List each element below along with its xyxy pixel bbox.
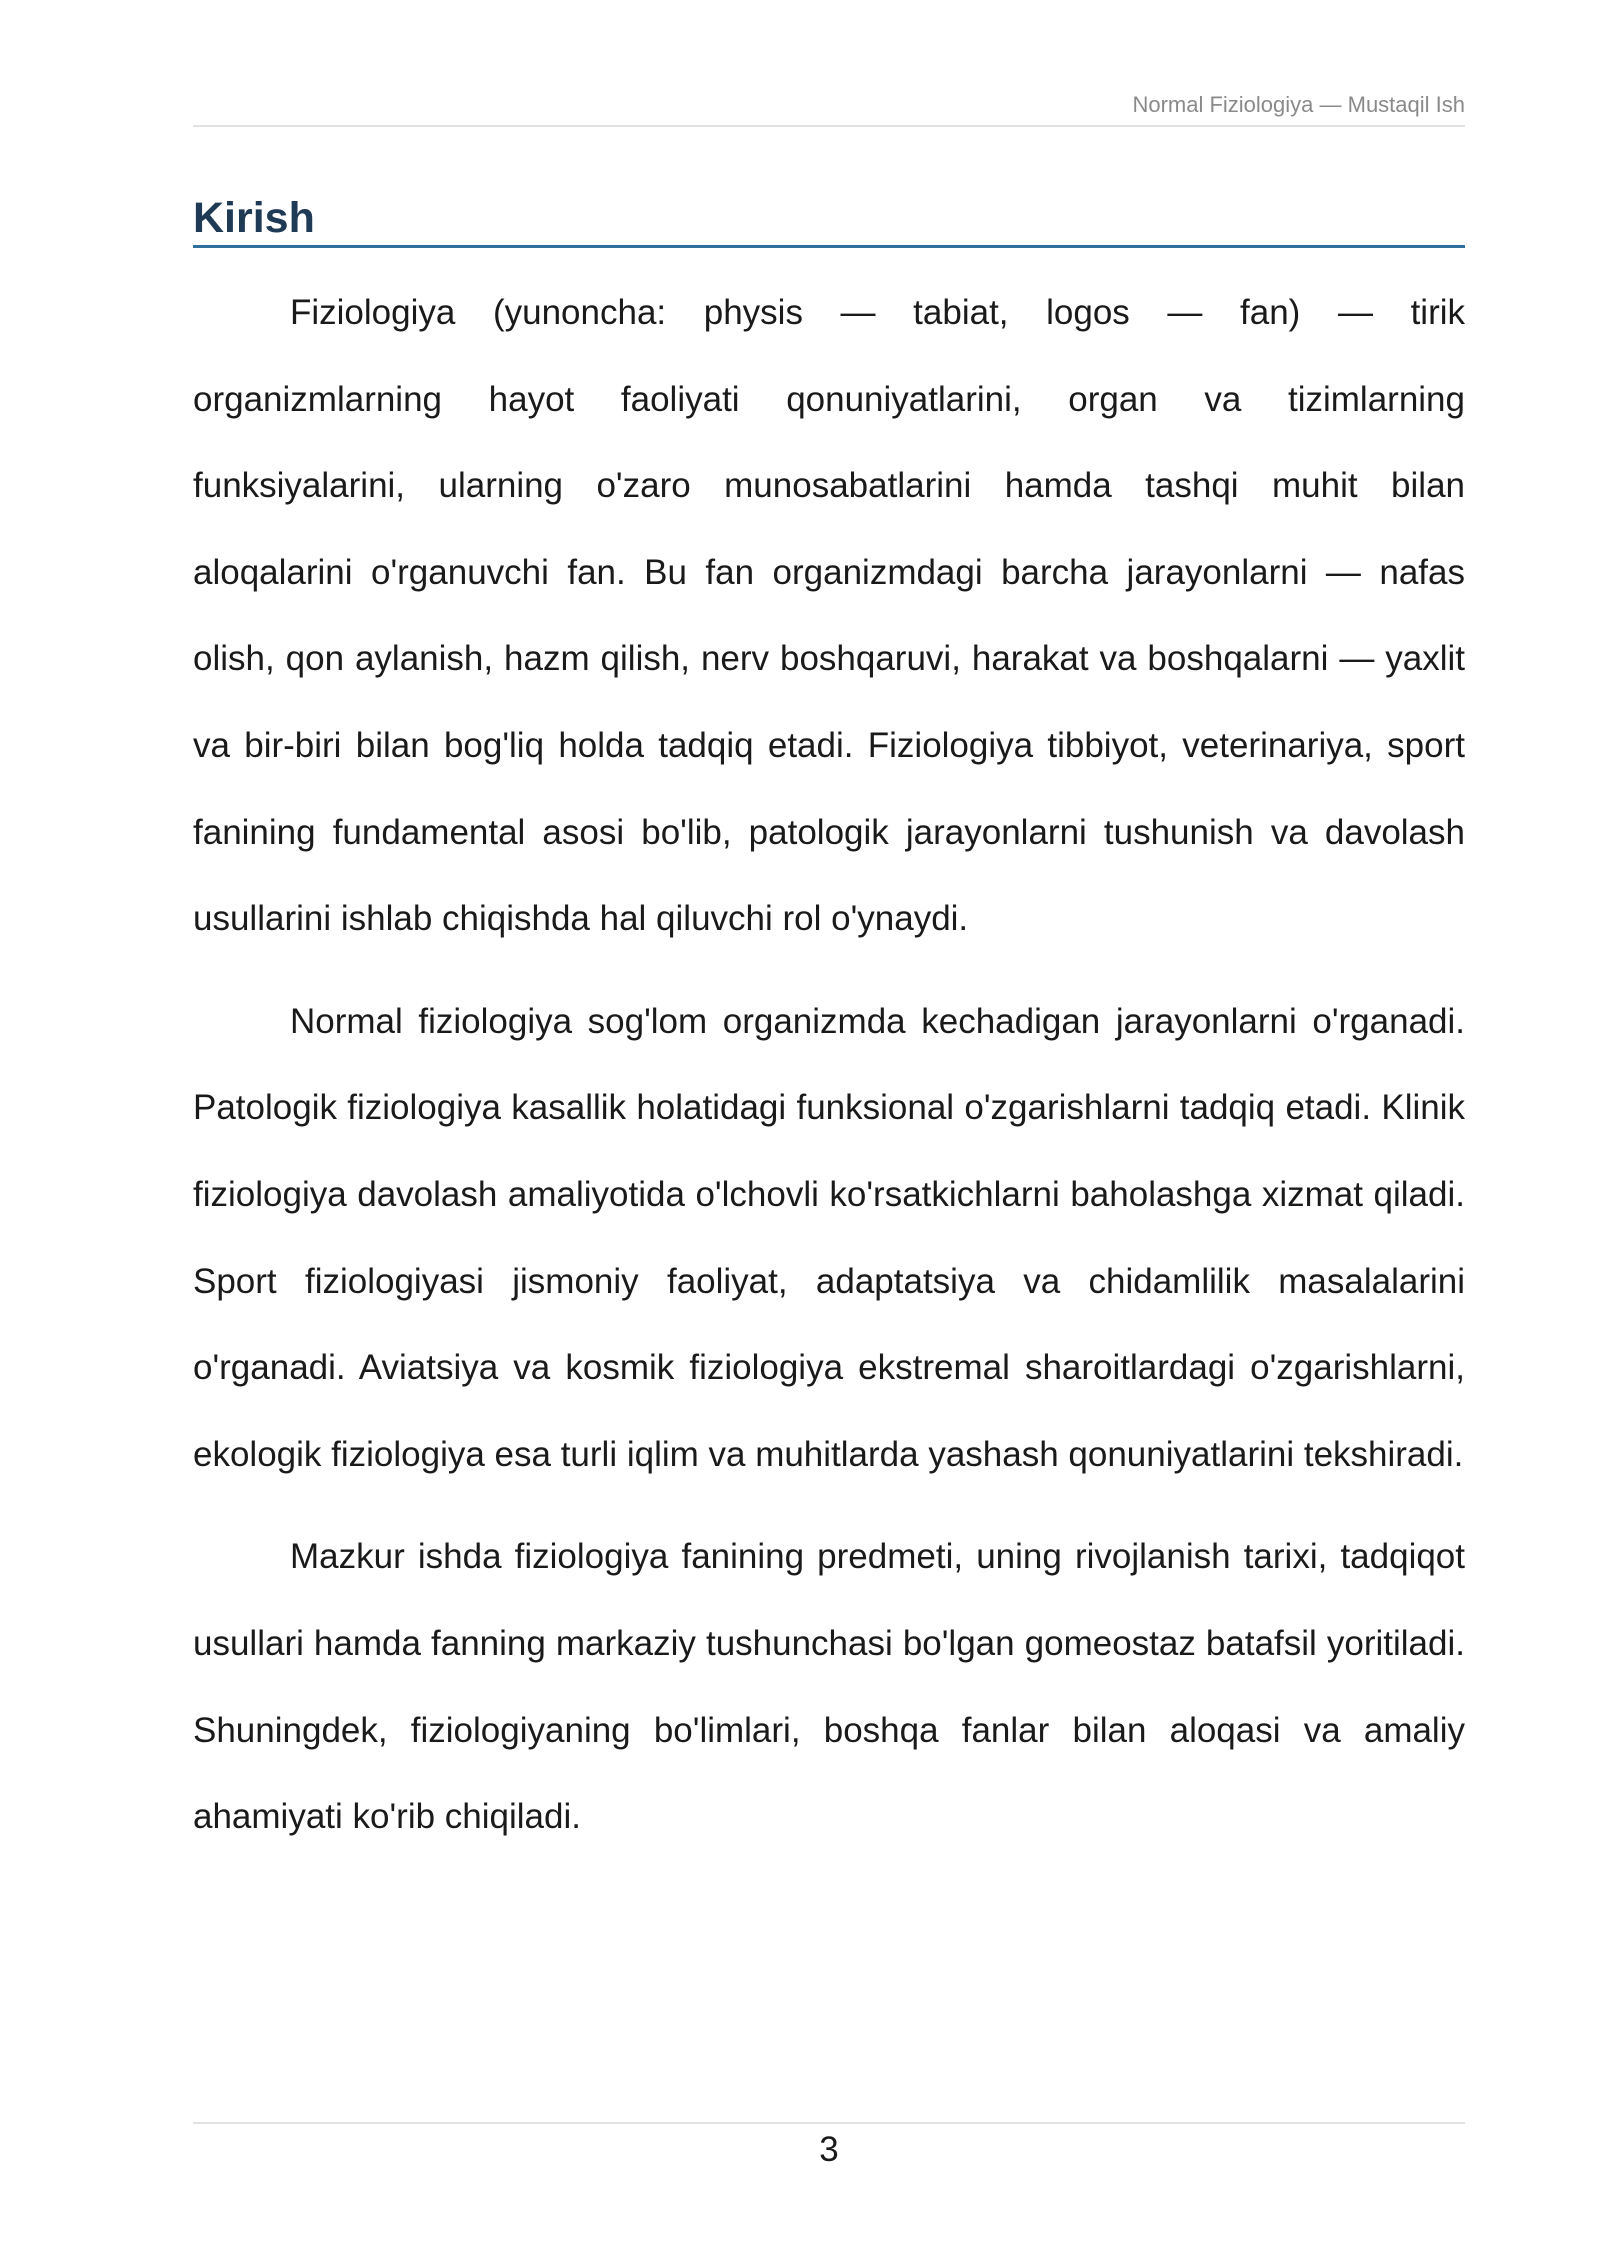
page-number: 3: [819, 2130, 839, 2169]
section-title: Kirish: [193, 194, 315, 242]
body-text: [193, 270, 1465, 1877]
paragraph-1: Fiziologiya (yunoncha: physis — tabiat, logos — fan) — tirik organizmlarning hayot faoliyati qonuniyatlarini, organ va tizimlarning funksiyalarini, ularning o'zaro munosabatlarini hamda tashqi muhit bilan aloqalarini o'rganuvchi fan. Bu fan organizmdagi barcha jarayonlarni — nafas olish, qon aylanish, hazm qilish, nerv boshqaruvi, harakat va boshqalarni — yaxlit va bir-biri bilan bog'liq holda tadqiq etadi. Fiziologiya tibbiyot, veterinariya, sport fanining fundamental asosi bo'lib, patologik jarayonlarni tushunish va davolash usullarini ishlab chiqishda hal qiluvchi rol o'ynaydi.: [193, 293, 1465, 939]
header-divider: [193, 125, 1465, 127]
title-underline: [193, 245, 1465, 248]
running-header: Normal Fiziologiya — Mustaqil Ish: [1132, 92, 1465, 117]
paragraph-3: Mazkur ishda fiziologiya fanining predmeti, uning rivojlanish tarixi, tadqiqot usullari hamda fanning markaziy tushunchasi bo'lgan gomeostaz batafsil yoritiladi. Shuningdek, fiziologiyaning bo'limlari, boshqa fanlar bilan aloqasi va amaliy ahamiyati ko'rib chiqiladi.: [193, 1537, 1465, 1837]
footer-divider: [193, 2122, 1465, 2124]
paragraph-2: Normal fiziologiya sog'lom organizmda kechadigan jarayonlarni o'rganadi. Patologik fiziologiya kasallik holatidagi funksional o'zgarishlarni tadqiq etadi. Klinik fiziologiya davolash amaliyotida o'lchovli ko'rsatkichlarni baholashga xizmat qiladi. Sport fiziologiyasi jismoniy faoliyat, adaptatsiya va chidamlilik masalalarini o'rganadi. Aviatsiya va kosmik fiziologiya ekstremal sharoitlardagi o'zgarishlarni, ekologik fiziologiya esa turli iqlim va muhitlarda yashash qonuniyatlarini tekshiradi.: [193, 1001, 1465, 1474]
